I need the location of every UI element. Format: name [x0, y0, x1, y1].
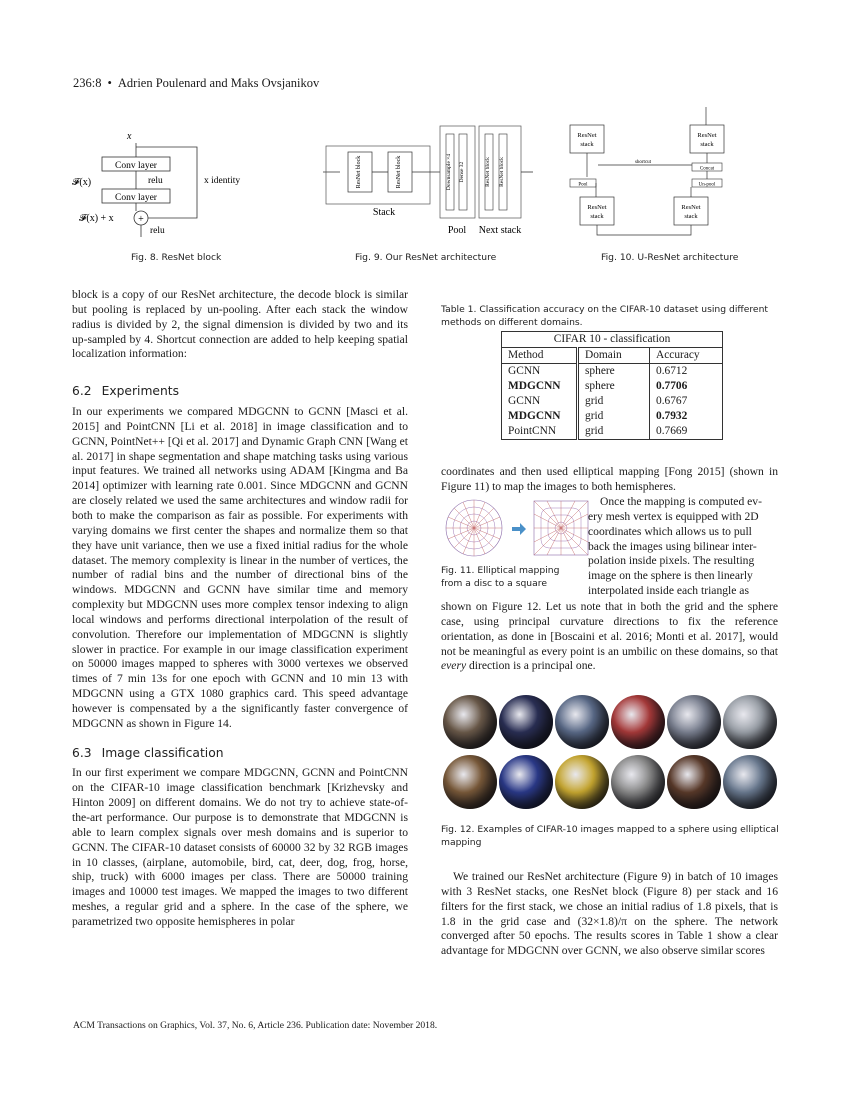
fig11-arrow-icon	[512, 523, 526, 535]
cifar-sphere-image	[555, 695, 609, 749]
fig9-block-2-label: ResNet block	[396, 155, 402, 189]
svg-text:stack: stack	[684, 213, 698, 220]
wrap-line: image on the sphere is then linearly	[588, 569, 753, 583]
fig9-next-block-1-label: ResNet block	[485, 157, 491, 187]
fig9-next-block-2-label: ResNet block	[499, 157, 505, 187]
fig9-caption: Fig. 9. Our ResNet architecture	[355, 252, 497, 263]
fig12-cifar-spheres	[443, 695, 781, 815]
table-cell-domain: grid	[578, 424, 650, 440]
table-row	[502, 394, 723, 409]
table-row	[502, 409, 723, 424]
section-6-3-paragraph: In our first experiment we compare MDGCNN, GCNN and PointCNN on the CIFAR-10 image classification benchmark [Krizhevsky and Hinton 2009] on different domains. We do not try to achieve state-of-the-art performance. Our purpose is to demonstrate that MDGCNN is able to learn complex signals over mesh domains and is superior to GCNN. The CIFAR-10 dataset consists of 60000 32 by 32 RGB images in 10 classes, (airplane, automobile, bird, cat, deer, dog, frog, horse, ship, truck) with 6000 images per class. There are 50000 training images and 10000 test images. We mapped the images to two different meshes, a regular grid and a sphere. In the case of the sphere, we parametrized two opposite hemispheres in polar	[72, 766, 408, 928]
fig12-caption: Fig. 12. Examples of CIFAR-10 images mapped to a sphere using elliptical mapping	[441, 824, 779, 848]
svg-text:stack: stack	[700, 141, 714, 148]
table-row	[502, 424, 723, 440]
table-cell-method: GCNN	[502, 364, 578, 380]
fig10-stack-top-right	[690, 125, 724, 153]
fig11-caption-line-2: from a disc to a square	[441, 578, 547, 589]
right-wrap-text	[588, 495, 778, 599]
svg-text:ResNet: ResNet	[681, 204, 701, 211]
wrap-line: Once the mapping is computed ev-	[600, 495, 762, 508]
wrap-line: back the images using bilinear inter-	[588, 539, 757, 553]
table1-title: CIFAR 10 - classification	[502, 332, 723, 348]
cifar-sphere-image	[555, 755, 609, 809]
svg-text:ResNet: ResNet	[697, 132, 717, 139]
cifar-sphere-image	[443, 695, 497, 749]
wrap-line: coordinates which allows us to pull	[588, 524, 752, 538]
right-paragraph-2	[441, 600, 778, 674]
svg-text:stack: stack	[590, 213, 604, 220]
table-cell-acc: 0.7706	[656, 380, 688, 392]
cifar-sphere-image	[611, 695, 665, 749]
table-cell-domain: grid	[578, 394, 650, 409]
table-row	[502, 364, 723, 380]
fig11-disc-grid	[446, 500, 502, 556]
fig9-next-label: Next stack	[478, 225, 522, 236]
cifar-sphere-image	[723, 695, 777, 749]
table-cell-domain: sphere	[578, 364, 650, 380]
table1-caption: Table 1. Classification accuracy on the CIFAR-10 dataset using different methods on different domains.	[441, 304, 769, 328]
wrap-line: ery mesh vertex is equipped with 2D	[588, 509, 759, 523]
fig8-identity-label: x identity	[204, 176, 241, 186]
fig9-stack-box	[326, 146, 430, 204]
section-6-3-title: Image classification	[101, 745, 224, 760]
table1-header-accuracy: Accuracy	[656, 349, 700, 361]
fig10-concat-label: Concat	[699, 166, 715, 172]
svg-text:ResNet: ResNet	[587, 204, 607, 211]
fig8-caption: Fig. 8. ResNet block	[131, 252, 222, 263]
table1-header-domain: Domain	[578, 348, 650, 364]
fig9-block-1-label: ResNet block	[356, 155, 362, 189]
section-6-2-title: Experiments	[101, 384, 180, 399]
right-paragraph-3-text: We trained our ResNet architecture (Figure 9) in batch of 10 images with 3 ResNet stacks, one ResNet block (Figure 8) per stack and 16 filters for the first stack, we chose an initial radius of 1.8 pixels, that is 1.8 in the grid case and (32×1.8)/π on the sphere. The network converged after 50 epochs. The results scores in Table 1 show a clear advantage for MDGCNN over GCNN, we also observe similar scores	[441, 870, 778, 958]
cifar-sphere-image	[667, 695, 721, 749]
fig10-caption: Fig. 10. U-ResNet architecture	[601, 252, 739, 263]
fig10-shortcut-label: shortcut	[634, 160, 652, 165]
svg-text:+: +	[138, 214, 144, 225]
section-6-2-heading	[72, 384, 408, 399]
right-paragraph-3	[441, 870, 778, 959]
fig10-stack-bottom-right	[674, 197, 708, 225]
fig8-conv2-label: Conv layer	[115, 193, 157, 203]
cifar-sphere-image	[499, 695, 553, 749]
intro-paragraph: block is a copy of our ResNet architecture, the decode block is similar but pooling is replaced by un-pooling. After each stack the window radius is divided by 2, the signal dimension is divided by two and its up-sampled by 4. Shortcut connection are added to help keeping spatial localization information:	[72, 288, 408, 361]
right-paragraph-1	[441, 465, 778, 495]
cifar-sphere-image	[723, 755, 777, 809]
section-6-2-paragraph: In our experiments we compared MDGCNN to GCNN [Masci et al. 2015] and PointCNN [Li et al. 2018] in image classification and to GCNN, PointNet++ [Qi et al. 2017] and Dynamic Graph CNN [Wang et al. 2017] in shape segmentation and shape matching tasks using various input features. We trained all networks using ADAM [Kingma and Ba 2014] optimizer with learning rate 0.001. Since MDGCNN and GCNN are closely related we used the same architectures and window radii for both to make the comparison as fair as possible. For experiments with varying domains we first center the shapes and normalize them so that they have unit variance, then we use a fixed initial radius for the whole dataset. The memory complexity is linear in the number of vertices, the number of radial bins and the number of directional bins of the windows. MDGCNN and GCNN have similar time and memory complexity but MDGCNN uses more complex tensor indexing to align local windows and performs directional interpolation of the result of convolution. Therefore our implementation of MDGCNN is slightly slower in practice. For example in our image classification experiment on 50000 images mapped to spheres with 3000 vertexes we observed times of 7 min 13s for one epoch with GCNN and 10 min 13 with MDGCNN using a GTX 1080 graphics card. This speed advantage however is compensated by a the significantly faster convergence of MDGCNN as shown in Figure 14.	[72, 405, 408, 730]
fig8-conv1-label: Conv layer	[115, 161, 157, 171]
fig10-pool-label: Pool	[578, 182, 588, 188]
fig9-stack-label: Stack	[372, 207, 396, 218]
fig11-caption-line-1: Fig. 11. Elliptical mapping	[441, 565, 560, 576]
fig8-sum-label: 𝓕(x) + x	[79, 213, 114, 224]
page-number: 236:8	[73, 76, 102, 90]
fig8-resnet-block-diagram	[70, 125, 270, 245]
header-authors: Adrien Poulenard and Maks Ovsjanikov	[117, 76, 320, 90]
right-paragraph-2-text: shown on Figure 12. Let us note that in both the grid and the sphere case, using principal curvature directions to fix the reference orientation, as done in [Boscaini et al. 2016; Monti et al. 2017], would not be meaningful as every point is an umbilic on these domains, so that	[441, 600, 778, 658]
cifar-sphere-image	[667, 755, 721, 809]
cifar-sphere-image	[443, 755, 497, 809]
table-cell-method: MDGCNN	[502, 379, 578, 394]
fig10-uresnet-architecture-diagram	[558, 103, 738, 243]
right-paragraph-1-text: coordinates and then used elliptical mapping [Fong 2015] (shown in Figure 11) to map the images to both hemispheres.	[441, 465, 778, 493]
table-cell-domain: grid	[578, 409, 650, 424]
left-column	[72, 288, 408, 930]
fig10-stack-top-left	[570, 125, 604, 153]
table1-header-row	[502, 348, 723, 364]
table1-body	[502, 364, 723, 440]
fig8-x-label: x	[127, 131, 132, 142]
table-cell-acc: 0.6712	[656, 365, 688, 377]
page-footer: ACM Transactions on Graphics, Vol. 37, No. 6, Article 236. Publication date: November 2018.	[73, 1020, 438, 1031]
svg-text:stack: stack	[580, 141, 594, 148]
table-cell-domain: sphere	[578, 379, 650, 394]
fig8-relu2-label: relu	[150, 226, 165, 236]
table1-grid	[501, 331, 723, 440]
section-6-2-number: 6.2	[72, 384, 92, 399]
fig10-unpool-label: Un-pool	[698, 182, 716, 188]
cifar-sphere-image	[499, 755, 553, 809]
right-paragraph-2-emphasis: every	[441, 659, 467, 673]
table1	[501, 331, 723, 440]
table-cell-acc: 0.7669	[656, 425, 688, 437]
table-cell-method: MDGCNN	[502, 409, 578, 424]
fig11-elliptical-mapping	[444, 498, 594, 560]
fig9-pool-label: Pool	[447, 225, 467, 236]
fig11-square-grid	[534, 501, 588, 555]
table-cell-method: PointCNN	[502, 424, 578, 440]
table-cell-acc: 0.6767	[656, 395, 688, 407]
section-6-3-heading	[72, 746, 408, 761]
table1-header-method: Method	[502, 348, 578, 364]
running-header	[73, 76, 319, 91]
cifar-sphere-image	[611, 755, 665, 809]
fig10-stack-bottom-left	[580, 197, 614, 225]
table-cell-acc: 0.7932	[656, 410, 688, 422]
fig9-downsample-label: Downsample ×4	[446, 153, 452, 191]
wrap-line: polation inside pixels. The resulting	[588, 554, 755, 568]
section-6-3-number: 6.3	[72, 745, 92, 760]
fig9-dense-label: Dense 32	[459, 161, 465, 183]
wrap-line: interpolated inside each triangle as	[588, 584, 749, 598]
table-cell-method: GCNN	[502, 394, 578, 409]
fig8-fx-label: 𝓕(x)	[72, 177, 92, 188]
svg-text:ResNet: ResNet	[577, 132, 597, 139]
header-separator: •	[107, 76, 112, 90]
fig9-resnet-architecture-diagram	[318, 122, 538, 240]
right-wrap-lines	[588, 495, 778, 599]
fig8-relu1-label: relu	[148, 176, 163, 186]
fig11-caption	[441, 564, 559, 590]
table-row	[502, 379, 723, 394]
right-paragraph-2-end: direction is a principal one.	[466, 659, 596, 673]
